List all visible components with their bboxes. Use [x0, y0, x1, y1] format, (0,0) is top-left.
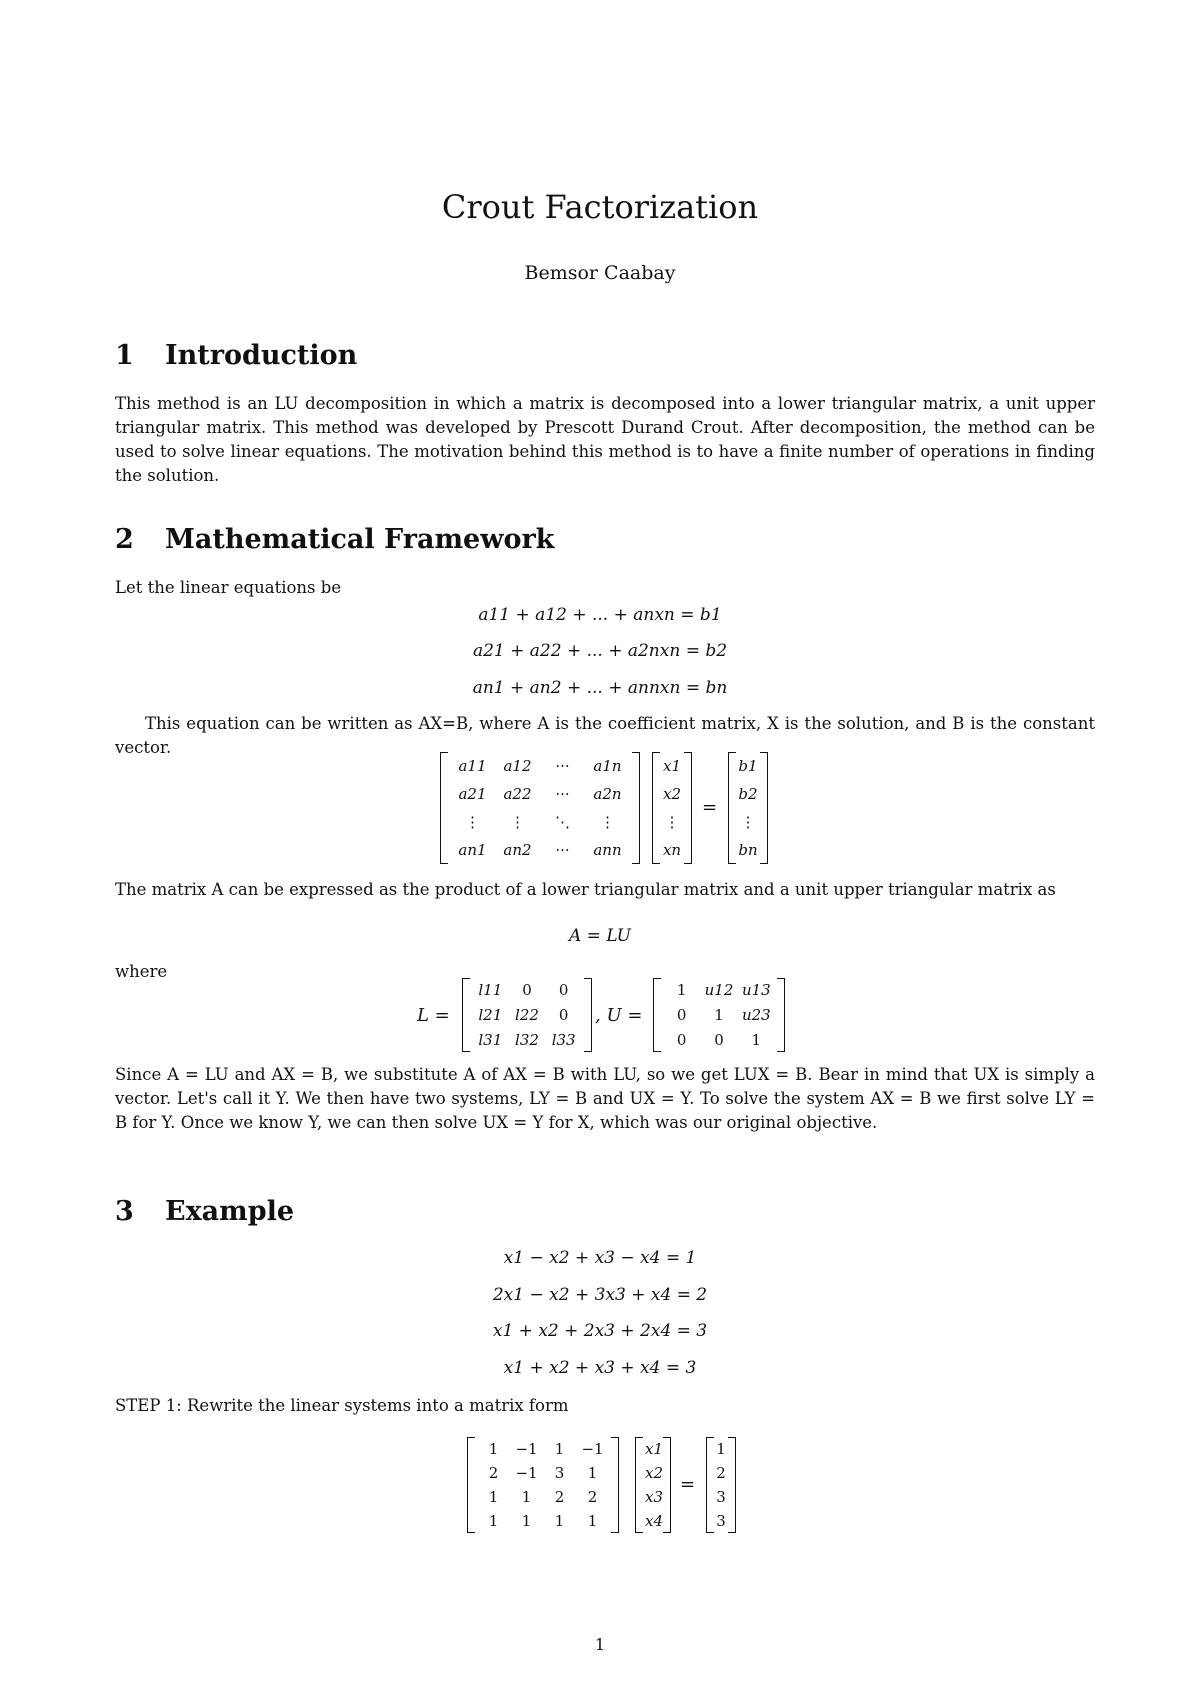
upper-triangular-matrix	[653, 978, 785, 1052]
matrix-cell: 0	[676, 1005, 687, 1024]
matrix-cell: ⋮	[510, 813, 525, 831]
matrix-cell: l22	[515, 1005, 539, 1024]
matrix-cell: 1	[714, 1005, 724, 1024]
matrix-cell: ···	[555, 841, 570, 859]
section-number: 1	[115, 340, 134, 371]
lower-triangular-matrix	[462, 978, 592, 1052]
matrix-cell: a11	[458, 757, 487, 775]
matrix-cell: 2	[488, 1464, 499, 1482]
matrix-cell: a12	[503, 757, 532, 775]
section-heading-framework	[115, 524, 554, 555]
equation-row: an1 + an2 + ... + annxn = bn	[472, 678, 728, 698]
example-equation: 2x1 − x2 + 3x3 + x4 = 2	[492, 1285, 708, 1305]
matrix-cell: 1	[554, 1440, 565, 1458]
matrix-cell: xn	[662, 841, 682, 859]
matrix-cell: 0	[558, 1005, 569, 1024]
intro-paragraph: This method is an LU decomposition in which a matrix is decomposed into a lower triangular matrix, a unit upper triangular matrix. This method was developed by Prescott Durand Crout. After decomposition, the method can be used to solve linear equations. The motivation behind this method is to have a finite number of operations in finding the solution.	[115, 394, 1095, 485]
matrix-cell: l32	[515, 1030, 539, 1049]
a-equals-lu: A = LU	[568, 926, 631, 946]
matrix-cell: 1	[488, 1512, 499, 1530]
where-text: where	[115, 962, 168, 981]
paper-title: Crout Factorization	[441, 188, 759, 226]
section-title: Example	[165, 1196, 295, 1227]
section-title: Mathematical Framework	[165, 524, 555, 555]
u-label: , U =	[595, 1005, 643, 1026]
matrix-cell: 0	[714, 1030, 724, 1049]
example-solution-vector	[635, 1437, 671, 1533]
equation-row: a11 + a12 + ... + anxn = b1	[478, 605, 722, 625]
l-label: L =	[417, 1005, 450, 1026]
matrix-cell: 1	[488, 1488, 499, 1506]
matrix-cell: b1	[738, 757, 758, 775]
example-equation: x1 + x2 + 2x3 + 2x4 = 3	[492, 1321, 708, 1341]
solution-vector	[652, 752, 692, 864]
matrix-cell: x3	[645, 1488, 664, 1506]
matrix-cell: a2n	[593, 785, 622, 803]
matrix-cell: 0	[558, 981, 569, 1000]
step-1-text: STEP 1: Rewrite the linear systems into a matrix form	[115, 1396, 569, 1415]
matrix-cell: 2	[587, 1488, 598, 1506]
matrix-cell: 0	[676, 1030, 687, 1049]
matrix-cell: 1	[587, 1512, 598, 1530]
matrix-cell: 3	[554, 1464, 565, 1482]
section-number: 3	[115, 1196, 134, 1227]
matrix-cell: ···	[555, 757, 570, 775]
matrix-cell: ⋮	[465, 813, 480, 831]
matrix-cell: x1	[645, 1440, 664, 1458]
matrix-cell: 1	[676, 981, 687, 1000]
matrix-cell: b2	[738, 785, 758, 803]
matrix-cell: 0	[522, 981, 532, 1000]
constant-vector	[728, 752, 768, 864]
matrix-cell: ⋮	[740, 813, 756, 831]
example-constant-vector	[706, 1437, 736, 1533]
matrix-cell: x1	[662, 757, 681, 775]
section-heading-example	[115, 1196, 294, 1227]
matrix-cell: ⋮	[664, 813, 680, 831]
since-paragraph: Since A = LU and AX = B, we substitute A of AX = B with LU, so we get LUX = B. Bear in mind that UX is simply a vector. Let's call it Y. We then have two systems, LY = B and UX = Y. To solve the system AX = B we first solve LY = B for Y. Once we know Y, we can then solve UX = Y for X, which was our original objective.	[115, 1065, 1095, 1132]
matrix-cell: −1	[581, 1440, 604, 1458]
matrix-cell: x2	[645, 1464, 664, 1482]
author-name: Bemsor Caabay	[524, 262, 676, 284]
matrix-cell: x2	[662, 785, 681, 803]
matrix-cell: 1	[521, 1488, 532, 1506]
matrix-cell: a1n	[593, 757, 622, 775]
let-text: Let the linear equations be	[115, 578, 342, 597]
product-paragraph: The matrix A can be expressed as the product of a lower triangular matrix and a unit upper triangular matrix as	[115, 880, 1056, 899]
equation-row: a21 + a22 + ... + a2nxn = b2	[472, 641, 728, 661]
matrix-cell: 2	[716, 1464, 726, 1482]
matrix-cell: 1	[716, 1440, 726, 1458]
matrix-cell: −1	[515, 1440, 538, 1458]
section-number: 2	[115, 524, 134, 555]
example-equation: x1 − x2 + x3 − x4 = 1	[503, 1248, 697, 1268]
matrix-cell: 1	[488, 1440, 499, 1458]
matrix-cell: 3	[716, 1512, 726, 1530]
equals-sign: =	[702, 797, 718, 818]
matrix-cell: x4	[645, 1512, 664, 1530]
matrix-cell: a22	[503, 785, 532, 803]
matrix-cell: 1	[587, 1464, 598, 1482]
matrix-cell: 1	[751, 1030, 762, 1049]
page-number: 1	[594, 1635, 606, 1654]
section-heading-introduction	[115, 340, 357, 371]
matrix-cell: −1	[515, 1464, 538, 1482]
equals-sign: =	[680, 1474, 696, 1495]
example-coefficient-matrix	[467, 1437, 619, 1533]
written-as-paragraph: This equation can be written as AX=B, where A is the coefficient matrix, X is the solution, and B is the constant vector.	[115, 714, 1095, 757]
matrix-cell: u13	[741, 981, 771, 1000]
matrix-cell: an2	[503, 841, 532, 859]
coefficient-matrix	[440, 752, 640, 864]
matrix-cell: 3	[716, 1488, 726, 1506]
matrix-cell: u23	[741, 1005, 771, 1024]
matrix-cell: ⋮	[600, 813, 615, 831]
matrix-cell: l31	[478, 1030, 503, 1049]
matrix-cell: u12	[704, 981, 734, 1000]
matrix-cell: 2	[554, 1488, 565, 1506]
matrix-cell: ann	[593, 841, 622, 859]
matrix-cell: l33	[551, 1030, 576, 1049]
matrix-cell: 1	[554, 1512, 565, 1530]
matrix-cell: bn	[738, 841, 758, 859]
example-equation: x1 + x2 + x3 + x4 = 3	[503, 1358, 697, 1378]
matrix-cell: a21	[458, 785, 487, 803]
matrix-cell: l21	[478, 1005, 503, 1024]
matrix-cell: l11	[478, 981, 503, 1000]
matrix-cell: 1	[521, 1512, 532, 1530]
section-title: Introduction	[165, 340, 358, 371]
matrix-cell: ⋱	[555, 813, 570, 831]
matrix-cell: an1	[458, 841, 487, 859]
matrix-cell: ···	[555, 785, 570, 803]
